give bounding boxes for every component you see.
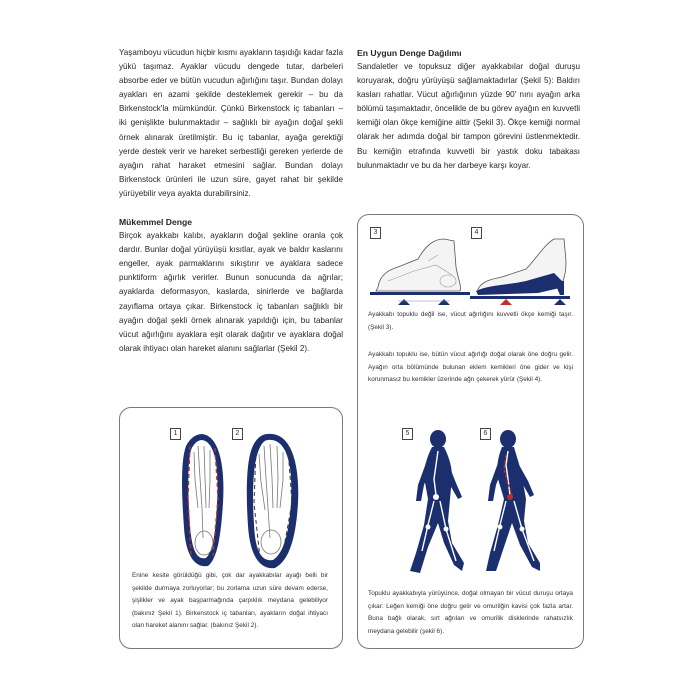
mukemmel-denge-paragraph: Birçok ayakkabı kalıbı, ayakların doğal şekline oranla çok dardır. Bunlar doğal yürüyüşü kısıtlar, ayak ve baldır kaslarını engeller, ayak parmaklarını sıkıştırır ve ayaklara sadece punktiform ağırlık verirler. Bunun sonucunda da ağrılar; ayaklarda deformasyon, kaslarda, sinirlerde ve bağlarda zayıflama ortaya çıkar. Birkenstock iç tabanları sağlıklı bir ayağın doğal şekli örnek alınarak yapıldığı için, bu tabanlar vücut ağırlığını ayaklara eşit olarak dağıtır ve ayaklara doğal olarak ihtiyacı olan hareket alanını sağlarlar (Şekil 2). — [119, 231, 343, 353]
figure-5-6-caption: Topuklu ayakkabıyla yürüyünce, doğal olmayan bir vücut duruşu ortaya çıkar: Leğen kemiği öne doğru gelir ve omurilğin kavisi çok fazla artar. Buna bağlı olarak, sırt ağrıları ve omurilik disklerinde rahatsızlık meydana gelebilir (şekil 6). — [368, 590, 573, 635]
figure-label-5: 5 — [402, 428, 413, 440]
narrow-shoe-foot-illustration — [120, 408, 342, 568]
right-column — [357, 46, 580, 173]
denge-dagilimi-paragraph: Sandaletler ve topuksuz diğer ayakkabılar doğal duruşu koruyarak, doğru yürüyüşü sağlamaktadırlar (Şekil 5): Baldırı kasları rahatlar. Vücut ağırlığının yüzde 90' nını ayağın arka bölümü taşımaktadır, öncelikle de bu görev ayağın en kuvvetli kemiği olan ökçe kemiğine aittir (Şekil 3). Ökçe kemiği normal olarak her adımda doğal bir tampon görevini üstlenmektedir. Bu kemiğin etrafında kuvvetli bir yastık doku tabakası bulunmaktadır ve bu da her darbeye karşı koyar. — [357, 62, 580, 170]
figure-4-caption: Ayakkabı topuklu ise, bütün vücut ağırlığı doğal olarak öne doğru gelir. Ayağın orta bölümünde bulunan eklem kemikleri öne gider ve kişi korunmasız bu kemikler üzerinde ağrı çekerek yürür (Şekil 4). — [368, 351, 573, 384]
figure-panel-posture — [357, 214, 584, 649]
insole-figure-caption: Enine kesite görüldüğü gibi, çok dar ayakkabılar ayağı belli bir şekilde durmaya zorluyorlar; bu zorlama uzun süre devam ederse, şişlikler ve ayak başparmağında çarpıklık meydana gelebiliyor (bakınız Şekil 1). Birkenstock iç tabanları, ayakların doğal ihtiyacı olan hareket alanını sağlar. (bakınız Şekil 2). — [132, 572, 328, 630]
figure-label-3: 3 — [370, 227, 381, 239]
figure-label-1: 1 — [170, 428, 181, 440]
denge-dagilimi-heading: En Uygun Denge Dağılımı — [357, 48, 462, 58]
figure-label-4: 4 — [471, 227, 482, 239]
figure-3-caption: Ayakkabı topuklu değil ise, vücut ağırlığını kuvvetli ökçe kemiği taşır. (Şekil 3). — [368, 311, 573, 331]
figure-label-6: 6 — [480, 428, 491, 440]
mukemmel-denge-heading: Mükemmel Denge — [119, 217, 193, 228]
walking-posture-illustration — [358, 425, 583, 585]
left-column — [119, 46, 343, 356]
figure-label-2: 2 — [232, 428, 243, 440]
figure-panel-insoles — [119, 407, 343, 649]
flat-vs-heel-foot-illustration — [358, 215, 583, 305]
intro-paragraph: Yaşamboyu vücudun hiçbir kısmı ayakların taşıdığı kadar fazla yükü taşımaz. Ayaklar vücudu dengede tutar, darbeleri absorbe eder ve bütün vucudun ağırlığını taşır. Bundan dolayı ayakları en azami şekilde desteklemek gerekir – bu da Birkenstock'la mümkündür. Çünkü Birkenstock iç tabanları – iki genişlikte bulunmaktadır – sağlıklı bir ayağın doğal şekli örnek alınarak üretilmiştir. Bu iç tabanlar, ayağa gerektiği yerde destek verir ve hareket serbestliği gereken yerlerde de ayağın rahat haraket etmesini sağlar. Bundan dolayı Birkenstock ürünleri ile uzun süre, gayet rahat bir şekilde yürüyebilir veya ayakta durabilirsiniz. — [119, 48, 343, 198]
